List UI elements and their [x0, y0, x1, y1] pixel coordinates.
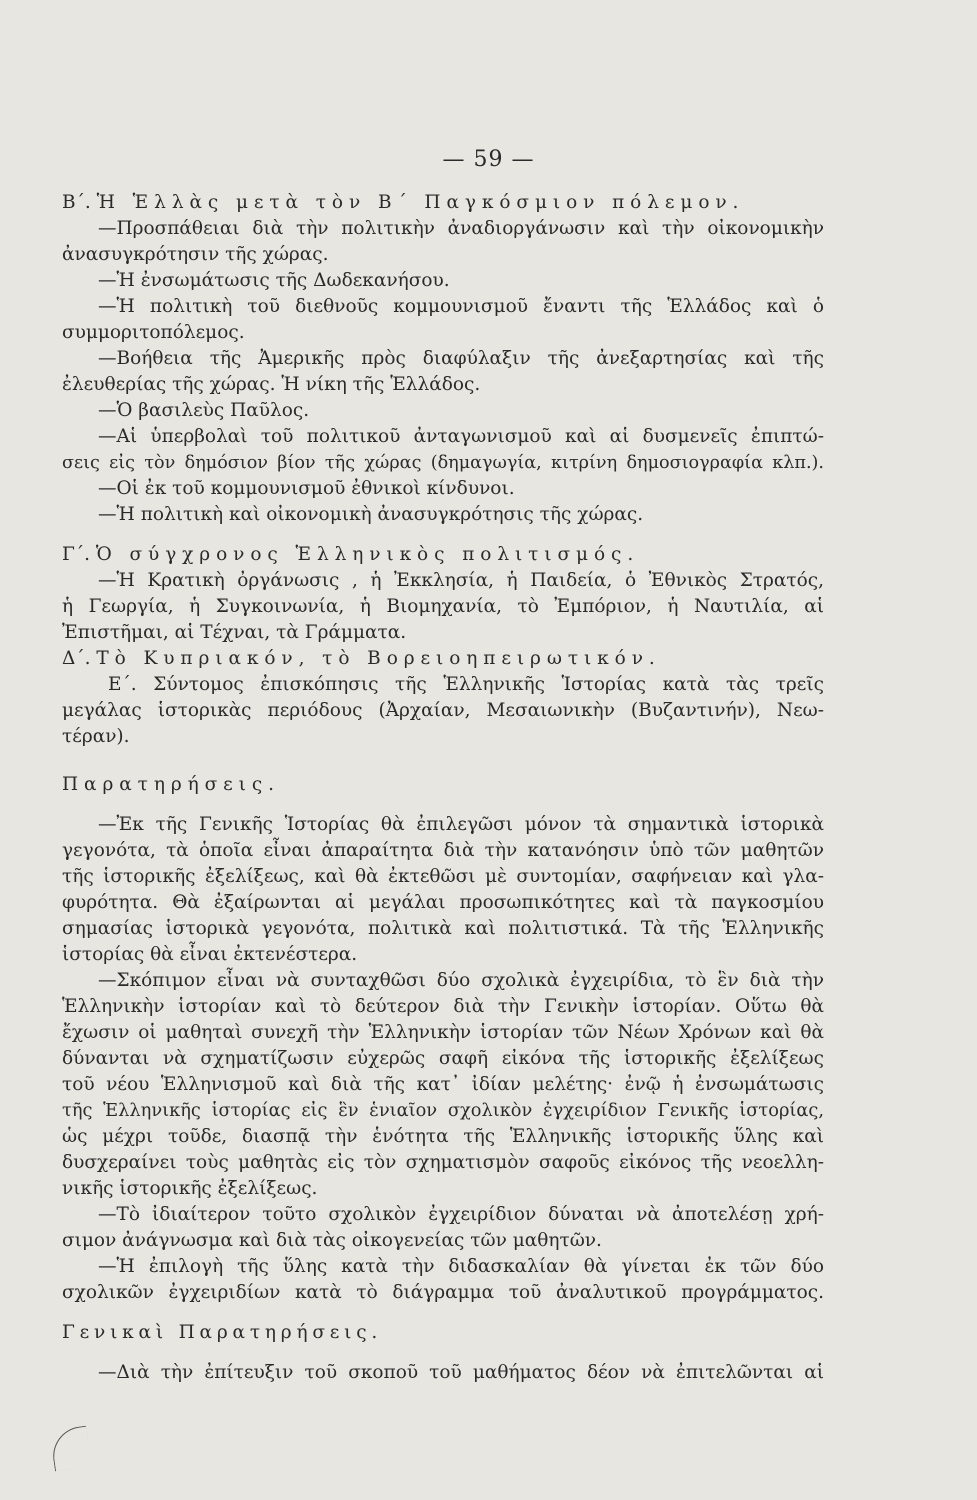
section-b-heading — [62, 190, 824, 216]
spacer — [62, 798, 824, 812]
remarks-title: Παρατηρήσεις. — [62, 774, 280, 795]
pencil-mark — [49, 1426, 91, 1472]
text-line: μεγάλας ἱστορικὰς περιόδους (Ἀρχαίαν, Μεσαιωνικὴν (Βυζαντινήν), Νεω- — [62, 700, 824, 721]
section-c-title: Ὁ σύγχρονος Ἑλληνικὸς πολιτισμός. — [95, 544, 640, 565]
text-line: σιμον ἀνάγνωσμα καὶ διὰ τὰς οἰκογενείας τῶν μαθητῶν. — [62, 1230, 602, 1251]
spacer — [62, 750, 824, 772]
text-line: τῆς ἱστορικῆς ἐξελίξεως, καὶ θὰ ἐκτεθῶσι μὲ συντομίαν, σαφήνειαν καὶ γλα- — [62, 866, 824, 887]
spacer — [62, 1346, 824, 1360]
text-line: —Διὰ τὴν ἐπίτευξιν τοῦ σκοποῦ τοῦ μαθήματος δέον νὰ ἐπιτελῶνται αἱ — [98, 1362, 824, 1383]
section-c-label: Γ΄. — [62, 544, 96, 565]
text-line: —Οἱ ἐκ τοῦ κομμουνισμοῦ ἐθνικοὶ κίνδυνοι. — [98, 478, 515, 499]
spacer — [62, 528, 824, 542]
text-line: φυρότητα. Θὰ ἐξαίρωνται αἱ μεγάλαι προσωπικότητες καὶ τὰ παγκοσμίου — [62, 892, 824, 913]
page-number: — 59 — — [442, 147, 535, 172]
text-line: Ἐπιστῆμαι, αἱ Τέχναι, τὰ Γράμματα. — [62, 622, 407, 643]
section-d-heading — [62, 646, 824, 672]
text-line: νικῆς ἱστορικῆς ἐξελίξεως. — [62, 1178, 318, 1199]
text-line: —Προσπάθειαι διὰ τὴν πολιτικὴν ἀναδιοργάνωσιν καὶ τὴν οἰκονομικὴν — [98, 218, 824, 239]
section-d-title: Τὸ Κυπριακόν, τὸ Βορειοηπειρωτικόν. — [96, 648, 661, 669]
text-line: σημασίας ἱστορικὰ γεγονότα, πολιτικὰ καὶ πολιτιστικά. Τὰ τῆς Ἑλληνικῆς — [62, 918, 824, 939]
text-line: τέραν). — [62, 726, 130, 747]
spacer — [62, 1306, 824, 1320]
text-line: δύνανται νὰ σχηματίζωσιν εὐχερῶς σαφῆ εἰκόνα τῆς ἱστορικῆς ἐξελίξεως — [62, 1048, 824, 1069]
text-line: ἡ Γεωργία, ἡ Συγκοινωνία, ἡ Βιομηχανία, τὸ Ἐμπόριον, ἡ Ναυτιλία, αἱ — [62, 596, 824, 617]
text-line: —Ἐκ τῆς Γενικῆς Ἱστορίας θὰ ἐπιλεγῶσι μόνον τὰ σημαντικὰ ἱστορικὰ — [98, 814, 824, 835]
section-b-title: Ἡ Ἑλλὰς μετὰ τὸν Β΄ Παγκόσμιον πόλεμον. — [96, 192, 745, 213]
text-line: τοῦ νέου Ἑλληνισμοῦ καὶ διὰ τῆς κατ᾽ ἰδίαν μελέτης· ἐνῷ ἡ ἐνσωμάτωσις — [62, 1074, 824, 1095]
section-c-heading — [62, 542, 824, 568]
text-line: —Ἡ ἐπιλογὴ τῆς ὕλης κατὰ τὴν διδασκαλίαν θὰ γίνεται ἐκ τῶν δύο — [98, 1256, 824, 1277]
text-line: σχολικῶν ἐγχειριδίων κατὰ τὸ διάγραμμα τοῦ ἀναλυτικοῦ προγράμματος. — [62, 1282, 824, 1303]
text-line: —Ὁ βασιλεὺς Παῦλος. — [98, 400, 310, 421]
text-line: σεις εἰς τὸν δημόσιον βίον τῆς χώρας (δημαγωγία, κιτρίνη δημοσιογραφία κλπ.). — [62, 453, 824, 473]
text-line: δυσχεραίνει τοὺς μαθητὰς εἰς τὸν σχηματισμὸν σαφοῦς εἰκόνος τῆς νεοελλη- — [62, 1152, 824, 1173]
text-line: ἱστορίας θὰ εἶναι ἐκτενέστερα. — [62, 944, 358, 965]
text-line: ἐλευθερίας τῆς χώρας. Ἡ νίκη τῆς Ἑλλάδος. — [62, 374, 481, 395]
text-line: Ἑλληνικὴν ἱστορίαν καὶ τὸ δεύτερον διὰ τὴν Γενικὴν ἱστορίαν. Οὕτω θὰ — [62, 996, 824, 1017]
general-remarks-title: Γενικαὶ Παρατηρήσεις. — [62, 1322, 383, 1343]
text-line: —Αἱ ὑπερβολαὶ τοῦ πολιτικοῦ ἀνταγωνισμοῦ καὶ αἱ δυσμενεῖς ἐπιπτώ- — [98, 426, 824, 447]
section-d-label: Δ΄. — [62, 648, 97, 669]
text-line: ἔχωσιν οἱ μαθηταὶ συνεχῆ τὴν Ἑλληνικὴν ἱστορίαν τῶν Νέων Χρόνων καὶ θὰ — [62, 1022, 824, 1043]
text-line: —Σκόπιμον εἶναι νὰ συνταχθῶσι δύο σχολικὰ ἐγχειρίδια, τὸ ἓν διὰ τὴν — [98, 970, 824, 991]
text-line: γεγονότα, τὰ ὁποῖα εἶναι ἀπαραίτητα διὰ τὴν κατανόησιν ὑπὸ τῶν μαθητῶν — [62, 840, 824, 861]
text-line: ἀνασυγκρότησιν τῆς χώρας. — [62, 244, 329, 265]
text-line: συμμοριτοπόλεμος. — [62, 322, 245, 343]
text-line: ὡς μέχρι τοῦδε, διασπᾷ τὴν ἑνότητα τῆς Ἑλληνικῆς ἱστορικῆς ὕλης καὶ — [62, 1126, 824, 1147]
body-text — [62, 190, 824, 1386]
section-b-label: Β΄. — [62, 192, 97, 213]
text-line: —Ἡ πολιτικὴ τοῦ διεθνοῦς κομμουνισμοῦ ἔναντι τῆς Ἑλλάδος καὶ ὁ — [98, 296, 824, 317]
text-line: —Ἡ ἐνσωμάτωσις τῆς Δωδεκανήσου. — [98, 270, 450, 291]
text-line: Ε΄. Σύντομος ἐπισκόπησις τῆς Ἑλληνικῆς Ἱστορίας κατὰ τὰς τρεῖς — [108, 674, 824, 695]
text-line: —Βοήθεια τῆς Ἀμερικῆς πρὸς διαφύλαξιν τῆς ἀνεξαρτησίας καὶ τῆς — [98, 348, 824, 369]
text-line: —Ἡ Κρατικὴ ὀργάνωσις , ἡ Ἐκκλησία, ἡ Παιδεία, ὁ Ἐθνικὸς Στρατός, — [98, 570, 824, 591]
text-line: —Τὸ ἰδιαίτερον τοῦτο σχολικὸν ἐγχειρίδιον δύναται νὰ ἀποτελέσῃ χρή- — [98, 1204, 824, 1225]
text-line: —Ἡ πολιτικὴ καὶ οἰκονομικὴ ἀνασυγκρότησις τῆς χώρας. — [98, 504, 644, 525]
text-line: τῆς Ἑλληνικῆς ἱστορίας εἰς ἓν ἑνιαῖον σχολικὸν ἐγχειρίδιον Γενικῆς ἱστορίας, — [62, 1100, 824, 1121]
